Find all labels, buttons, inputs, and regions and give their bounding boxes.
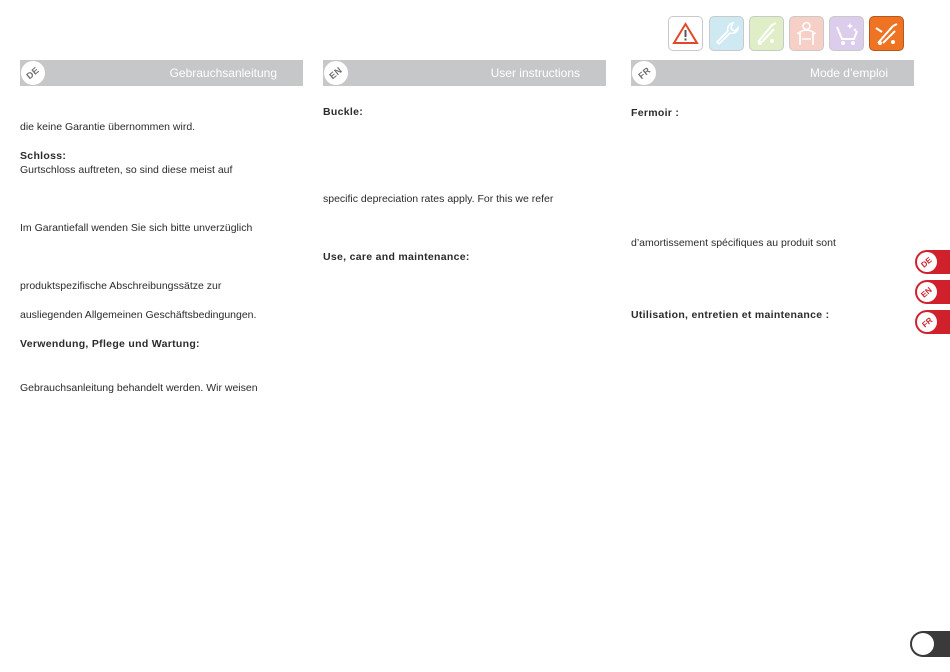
header-en bbox=[323, 60, 606, 86]
page-tab bbox=[910, 631, 950, 657]
header-title-en: User instructions bbox=[490, 66, 580, 80]
de-heading-verwendung: Verwendung, Pflege und Wartung: bbox=[20, 338, 200, 350]
de-text-line: die keine Garantie übernommen wird. bbox=[20, 121, 196, 133]
warning-triangle-icon bbox=[668, 16, 703, 51]
language-badge-en: EN bbox=[323, 60, 349, 86]
side-tab-fr[interactable]: FR bbox=[915, 310, 950, 334]
stroller-stars-icon bbox=[829, 16, 864, 51]
en-heading-buckle: Buckle: bbox=[323, 106, 364, 118]
side-tab-de[interactable]: DE bbox=[915, 250, 950, 274]
fr-heading-utilisation: Utilisation, entretien et maintenance : bbox=[631, 309, 830, 321]
fr-text-line: d’amortissement spécifiques au produit sont bbox=[631, 237, 836, 249]
en-text-line: specific depreciation rates apply. For this we refer bbox=[323, 193, 554, 205]
page-tab-circle bbox=[912, 633, 934, 655]
stroller-fold-icon bbox=[749, 16, 784, 51]
de-heading-schloss: Schloss: bbox=[20, 150, 67, 162]
child-harness-icon bbox=[789, 16, 824, 51]
language-badge-de: DE bbox=[20, 60, 46, 86]
header-de bbox=[20, 60, 303, 86]
header-fr bbox=[631, 60, 914, 86]
en-heading-use-care: Use, care and maintenance: bbox=[323, 251, 470, 263]
stroller-orange-icon bbox=[869, 16, 904, 51]
de-text-line: produktspezifische Abschreibungssätze zur bbox=[20, 280, 222, 292]
header-title-de: Gebrauchsanleitung bbox=[169, 66, 277, 80]
fr-heading-fermoir: Fermoir : bbox=[631, 107, 680, 119]
de-text-line: ausliegenden Allgemeinen Geschäftsbedingungen. bbox=[20, 309, 257, 321]
wrench-icon bbox=[709, 16, 744, 51]
language-badge-fr: FR bbox=[631, 60, 657, 86]
side-tab-en[interactable]: EN bbox=[915, 280, 950, 304]
de-text-line: Gurtschloss auftreten, so sind diese meist auf bbox=[20, 164, 233, 176]
header-title-fr: Mode d’emploi bbox=[809, 66, 888, 80]
de-text-line: Im Garantiefall wenden Sie sich bitte unverzüglich bbox=[20, 222, 253, 234]
de-text-line: Gebrauchsanleitung behandelt werden. Wir weisen bbox=[20, 382, 258, 394]
